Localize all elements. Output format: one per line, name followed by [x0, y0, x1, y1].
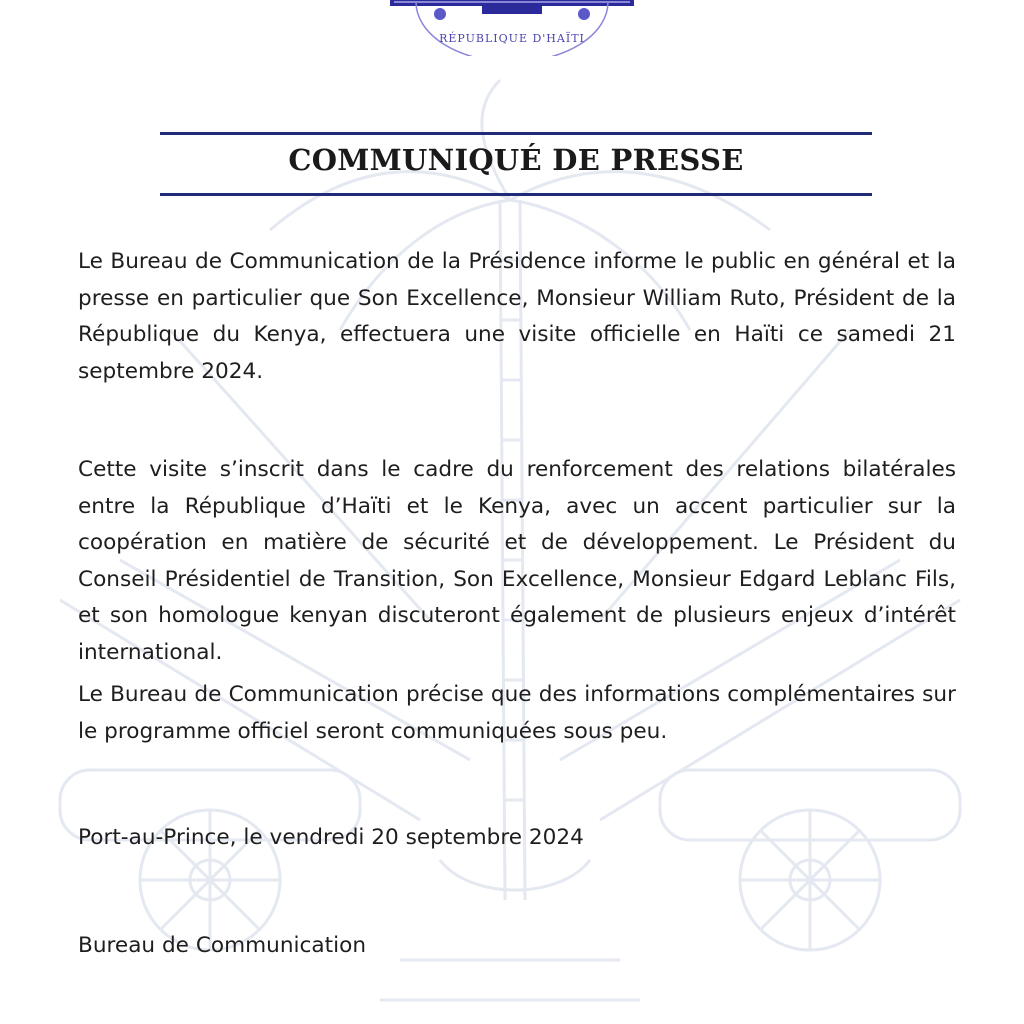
- page-title: COMMUNIQUÉ DE PRESSE: [288, 143, 744, 177]
- republic-seal-emblem: [372, 0, 652, 56]
- svg-text:RÉPUBLIQUE D'HAÏTI: RÉPUBLIQUE D'HAÏTI: [439, 32, 585, 45]
- title-rule-bottom: [160, 193, 872, 196]
- paragraph-announcement: Le Bureau de Communication de la Présidence informe le public en général et la presse en particulier que Son Excellence, Monsieur William Ruto, Président de la République du Kenya, effectuera une visite officielle en Haïti ce samedi 21 septembre 2024.: [78, 249, 956, 384]
- title-rule-top: [160, 132, 872, 135]
- place-date: Port-au-Prince, le vendredi 20 septembre 2024: [78, 825, 584, 850]
- paragraph-followup: Le Bureau de Communication précise que des informations complémentaires sur le programme officiel seront communiquées sous peu.: [78, 682, 956, 744]
- signature: Bureau de Communication: [78, 933, 367, 958]
- paragraph-context: Cette visite s’inscrit dans le cadre du renforcement des relations bilatérales entre la République d’Haïti et le Kenya, avec un accent particulier sur la coopération en matière de sécurité et de développement. Le Président du Conseil Présidentiel de Transition, Son Excellence, Monsieur Edgard Leblanc Fils, et son homologue kenyan discuteront également de plusieurs enjeux d’intérêt international.: [78, 457, 956, 665]
